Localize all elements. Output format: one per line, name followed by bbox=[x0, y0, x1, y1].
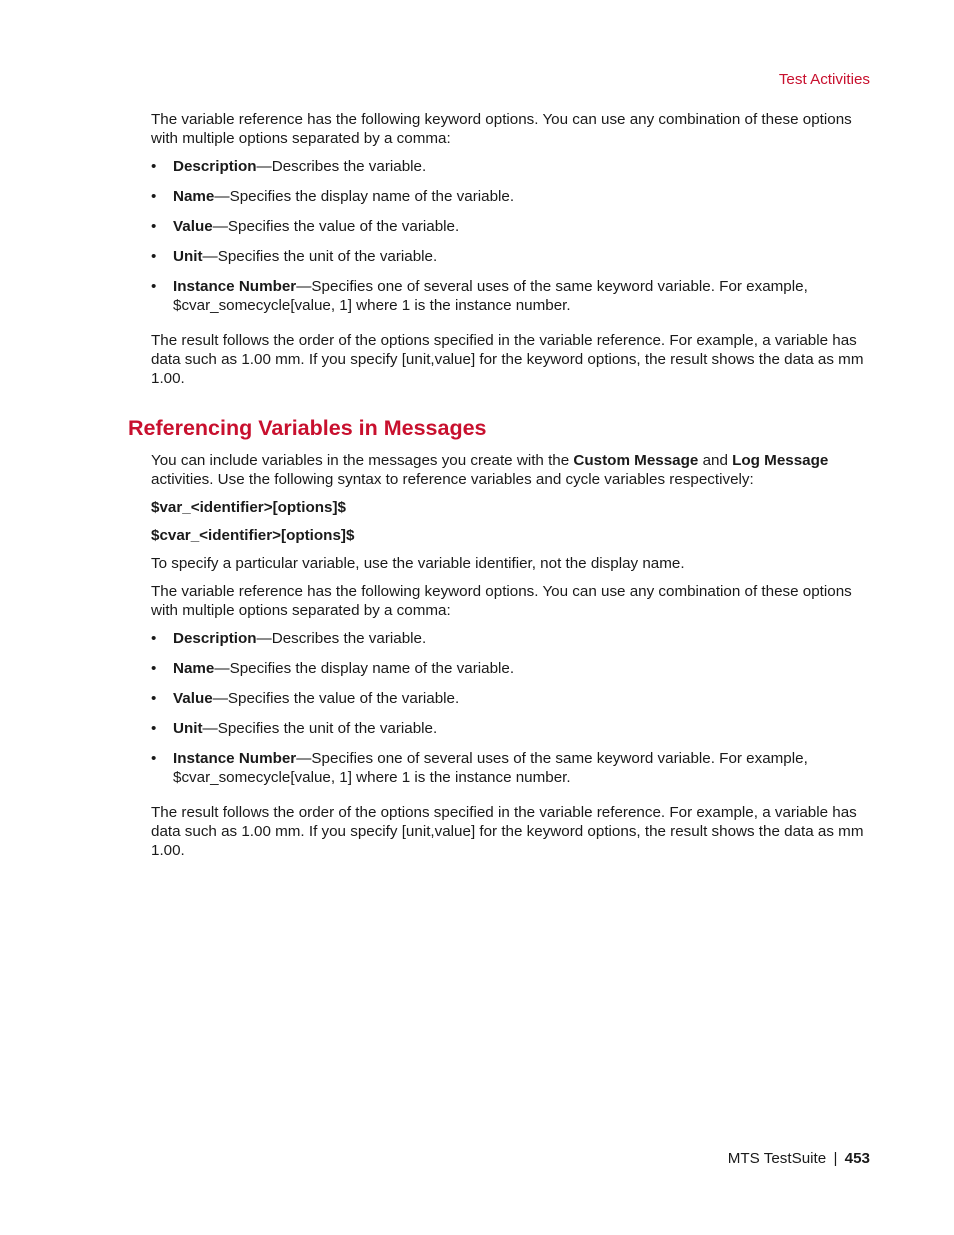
section-referencing-variables bbox=[151, 451, 871, 860]
option-desc: —Specifies the display name of the variable. bbox=[214, 188, 515, 205]
intro-text: You can include variables in the messages you create with the bbox=[151, 452, 574, 469]
bullet: • bbox=[151, 158, 157, 175]
option-desc: —Specifies one of several uses of the same keyword variable. For example, $cvar_somecycle[value, 1] where 1 is the instance number. bbox=[173, 278, 808, 314]
option-term: Instance Number bbox=[173, 750, 297, 767]
list-item bbox=[151, 217, 871, 236]
bullet: • bbox=[151, 690, 157, 707]
intro-paragraph: The variable reference has the following keyword options. You can use any combination of these options with multiple options separated by a comma: bbox=[151, 583, 852, 619]
list-item bbox=[151, 689, 871, 708]
option-term: Value bbox=[173, 690, 213, 707]
messages-intro-paragraph bbox=[151, 451, 871, 489]
options-list bbox=[151, 157, 871, 315]
bullet: • bbox=[151, 750, 157, 767]
bullet: • bbox=[151, 278, 157, 295]
running-header: Test Activities bbox=[778, 71, 870, 88]
option-term: Unit bbox=[173, 720, 203, 737]
list-item bbox=[151, 187, 871, 206]
bullet: • bbox=[151, 218, 157, 235]
option-desc: —Specifies the value of the variable. bbox=[212, 690, 460, 707]
option-desc: —Describes the variable. bbox=[256, 630, 427, 647]
page-number: 453 bbox=[844, 1150, 870, 1167]
syntax-var: $var_<identifier>[options]$ bbox=[151, 499, 346, 516]
page-footer bbox=[728, 1149, 870, 1168]
custom-message-term: Custom Message bbox=[573, 452, 699, 469]
option-desc: —Specifies the display name of the variable. bbox=[214, 660, 515, 677]
option-term: Name bbox=[173, 660, 215, 677]
bullet: • bbox=[151, 720, 157, 737]
option-term: Unit bbox=[173, 248, 203, 265]
option-term: Description bbox=[173, 158, 257, 175]
options-list bbox=[151, 629, 871, 787]
option-desc: —Specifies the unit of the variable. bbox=[202, 248, 438, 265]
list-item bbox=[151, 659, 871, 678]
intro-text: and bbox=[698, 452, 733, 469]
result-paragraph: The result follows the order of the options specified in the variable reference. For example, a variable has data such as 1.00 mm. If you specify [unit,value] for the keyword options, the result shows the data as mm 1.00. bbox=[151, 332, 864, 387]
option-term: Value bbox=[173, 218, 213, 235]
footer-separator: | bbox=[833, 1150, 838, 1167]
intro-paragraph: The variable reference has the following keyword options. You can use any combination of these options with multiple options separated by a comma: bbox=[151, 111, 852, 147]
list-item bbox=[151, 629, 871, 648]
list-item bbox=[151, 749, 871, 787]
section-keyword-options bbox=[151, 110, 871, 388]
list-item bbox=[151, 719, 871, 738]
identifier-note: To specify a particular variable, use the variable identifier, not the display name. bbox=[151, 555, 685, 572]
list-item bbox=[151, 247, 871, 266]
option-desc: —Specifies the unit of the variable. bbox=[202, 720, 438, 737]
option-term: Description bbox=[173, 630, 257, 647]
list-item bbox=[151, 157, 871, 176]
option-desc: —Specifies one of several uses of the same keyword variable. For example, $cvar_somecycle[value, 1] where 1 is the instance number. bbox=[173, 750, 808, 786]
intro-text: activities. Use the following syntax to reference variables and cycle variables respectively: bbox=[151, 471, 754, 488]
product-name: MTS TestSuite bbox=[727, 1150, 827, 1167]
option-term: Instance Number bbox=[173, 278, 297, 295]
option-desc: —Describes the variable. bbox=[256, 158, 427, 175]
list-item bbox=[151, 277, 871, 315]
result-paragraph: The result follows the order of the options specified in the variable reference. For example, a variable has data such as 1.00 mm. If you specify [unit,value] for the keyword options, the result shows the data as mm 1.00. bbox=[151, 804, 864, 859]
bullet: • bbox=[151, 248, 157, 265]
bullet: • bbox=[151, 660, 157, 677]
bullet: • bbox=[151, 188, 157, 205]
bullet: • bbox=[151, 630, 157, 647]
section-heading: Referencing Variables in Messages bbox=[128, 416, 487, 440]
option-term: Name bbox=[173, 188, 215, 205]
syntax-cvar: $cvar_<identifier>[options]$ bbox=[151, 527, 355, 544]
option-desc: —Specifies the value of the variable. bbox=[212, 218, 460, 235]
log-message-term: Log Message bbox=[732, 452, 829, 469]
